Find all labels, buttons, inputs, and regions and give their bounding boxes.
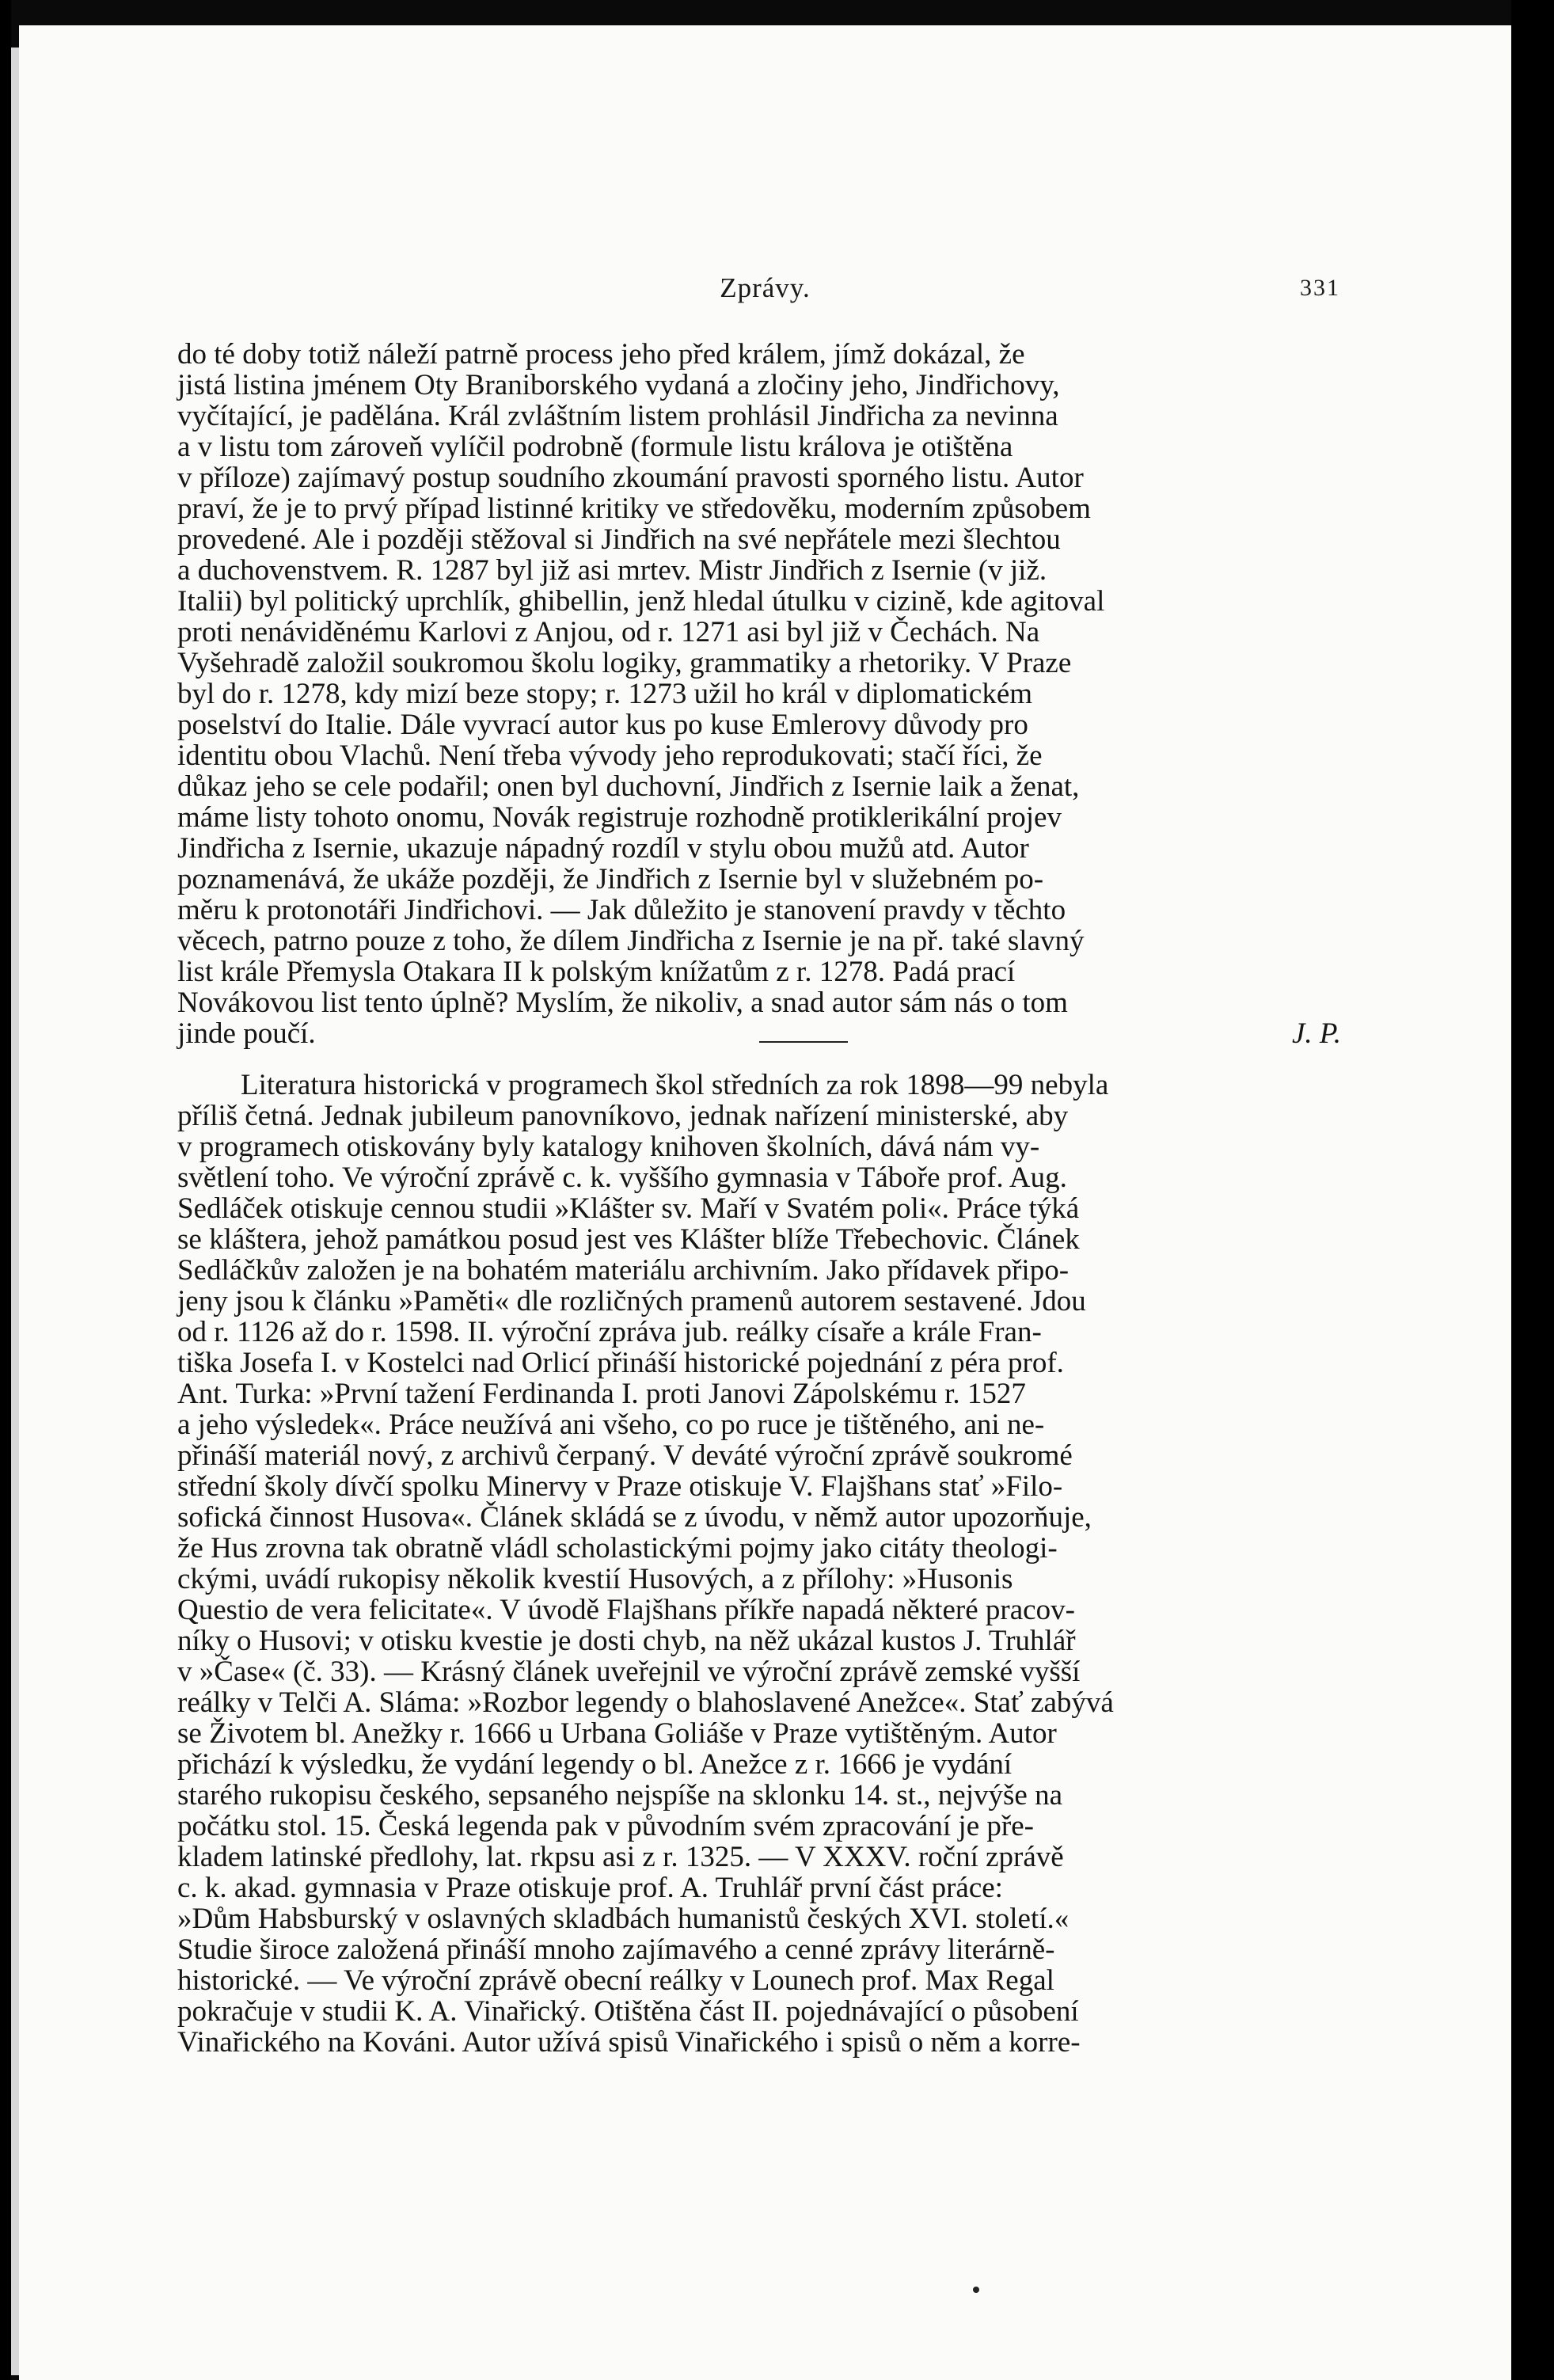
- text-line: jinde poučí.: [177, 1017, 316, 1050]
- text-line: provedené. Ale i později stěžoval si Jindřich na své nepřátele mezi šlechtou: [177, 523, 1061, 556]
- text-line: v příloze) zajímavý postup soudního zkoumání pravosti sporného listu. Autor: [177, 462, 1084, 494]
- print-speck: [973, 2287, 979, 2293]
- text-line: Literatura historická v programech škol středních za rok 1898—99 nebyla: [241, 1069, 1109, 1101]
- page-body: [177, 339, 1341, 2058]
- text-line: střední školy dívčí spolku Minervy v Praze otiskuje V. Flajšhans stať »Filo-: [177, 1470, 1063, 1503]
- text-line: se Životem bl. Anežky r. 1666 u Urbana Goliáše v Praze vytištěným. Autor: [177, 1717, 1057, 1750]
- text-line: starého rukopisu českého, sepsaného nejspíše na sklonku 14. st., nejvýše na: [177, 1779, 1063, 1812]
- text-line: ckými, uvádí rukopisy několik kvestií Husových, a z přílohy: »Husonis: [177, 1563, 1013, 1595]
- text-line: Vinařického na Kováni. Autor užívá spisů Vinařického i spisů o něm a korre-: [177, 2026, 1081, 2059]
- text-line: Vyšehradě založil soukromou školu logiky, grammatiky a rhetoriky. V Praze: [177, 647, 1072, 679]
- text-line: sofická činnost Husova«. Článek skládá se z úvodu, v němž autor upozorňuje,: [177, 1501, 1092, 1534]
- text-line: že Hus zrovna tak obratně vládl scholastickými pojmy jako citáty theologi-: [177, 1532, 1058, 1564]
- text-line: praví, že je to prvý případ listinné kritiky ve středověku, moderním způsobem: [177, 492, 1091, 525]
- text-line: přináší materiál nový, z archivů čerpaný. V deváté výroční zprávě soukromé: [177, 1439, 1073, 1472]
- text-line: Studie široce založená přináší mnoho zajímavého a cenné zprávy literárně-: [177, 1933, 1055, 1966]
- text-line: se kláštera, jehož památkou posud jest ves Klášter blíže Třebechovic. Článek: [177, 1223, 1080, 1256]
- text-line: příliš četná. Jednak jubileum panovníkovo, jednak nařízení ministerské, aby: [177, 1100, 1069, 1132]
- text-line: reálky v Telči A. Sláma: »Rozbor legendy o blahoslavené Anežce«. Stať zabývá: [177, 1686, 1114, 1719]
- text-line: poselství do Italie. Dále vyvrací autor kus po kuse Emlerovy důvody pro: [177, 709, 1028, 741]
- text-line: c. k. akad. gymnasia v Praze otiskuje prof. A. Truhlář první část práce:: [177, 1872, 1003, 1904]
- text-line: měru k protonotáři Jindřichovi. — Jak důležito je stanovení pravdy v těchto: [177, 894, 1066, 926]
- text-line: Sedláček otiskuje cennou studii »Klášter sv. Maří v Svatém poli«. Práce týká: [177, 1192, 1080, 1225]
- text-line: máme listy tohoto onomu, Novák registruje rozhodně protiklerikální projev: [177, 801, 1062, 834]
- text-line: Italii) byl politický uprchlík, ghibellin, jenž hledal útulku v cizině, kde agitoval: [177, 585, 1105, 618]
- text-line: a jeho výsledek«. Práce neužívá ani všeho, co po ruce je tištěného, ani ne-: [177, 1409, 1045, 1441]
- text-line: list krále Přemysla Otakara II k polským knížatům z r. 1278. Padá prací: [177, 956, 1016, 988]
- text-line: v »Čase« (č. 33). — Krásný článek uveřejnil ve výroční zprávě zemské vyšší: [177, 1656, 1081, 1688]
- text-line: níky o Husovi; v otisku kvestie je dosti chyb, na něž ukázal kustos J. Truhlář: [177, 1625, 1076, 1657]
- article-paragraph-2: [177, 1070, 1341, 2058]
- text-line: identitu obou Vlachů. Není třeba vývody jeho reprodukovati; stačí říci, že: [177, 739, 1043, 772]
- text-line: věcech, patrno pouze z toho, že dílem Jindřicha z Isernie je na př. také slavný: [177, 925, 1085, 957]
- text-line: jeny jsou k článku »Paměti« dle rozličných pramenů autorem sestavené. Jdou: [177, 1285, 1086, 1317]
- signoff-line: [177, 1018, 1341, 1049]
- page-header-title: Zprávy.: [720, 272, 811, 303]
- text-line: Novákovou list tento úplně? Myslím, že nikoliv, a snad autor sám nás o tom: [177, 987, 1068, 1019]
- text-line: a v listu tom zároveň vylíčil podrobně (formule listu králova je otištěna: [177, 431, 1013, 463]
- paragraph-gap: [177, 1049, 1341, 1070]
- text-line: Ant. Turka: »První tažení Ferdinanda I. proti Janovi Zápolskému r. 1527: [177, 1378, 1026, 1410]
- text-line: do té doby totiž náleží patrně process jeho před králem, jímž dokázal, že: [177, 338, 1025, 371]
- page-number: 331: [1300, 275, 1340, 301]
- text-line: Jindřicha z Isernie, ukazuje nápadný rozdíl v stylu obou mužů atd. Autor: [177, 832, 1029, 865]
- text-line: jistá listina jménem Oty Braniborského vydaná a zločiny jeho, Jindřichovy,: [177, 369, 1060, 401]
- text-line: důkaz jeho se cele podařil; onen byl duchovní, Jindřich z Isernie laik a ženat,: [177, 770, 1080, 803]
- text-line: Sedláčkův založen je na bohatém materiálu archivním. Jako přídavek připo-: [177, 1254, 1070, 1287]
- text-line: v programech otiskovány byly katalogy knihoven školních, dává nám vy-: [177, 1131, 1040, 1163]
- text-line: od r. 1126 až do r. 1598. II. výroční zpráva jub. reálky císaře a krále Fran-: [177, 1316, 1042, 1348]
- text-line: »Dům Habsburský v oslavných skladbách humanistů českých XVI. století.«: [177, 1903, 1070, 1935]
- author-signature: J. P.: [1291, 1017, 1341, 1050]
- document-page: [19, 25, 1511, 2380]
- scan-right-edge: [1511, 0, 1554, 2380]
- text-line: byl do r. 1278, kdy mizí beze stopy; r. 1273 užil ho král v diplomatickém: [177, 678, 1033, 710]
- section-divider: [759, 1041, 848, 1043]
- text-line: pokračuje v studii K. A. Vinařický. Otištěna část II. pojednávající o působení: [177, 1995, 1079, 2028]
- text-line: historické. — Ve výroční zprávě obecní reálky v Lounech prof. Max Regal: [177, 1964, 1054, 1997]
- text-line: vyčítající, je padělána. Král zvláštním listem prohlásil Jindřicha za nevinna: [177, 400, 1058, 432]
- text-line: tiška Josefa I. v Kostelci nad Orlicí přináší historické pojednání z péra prof.: [177, 1347, 1064, 1379]
- text-line: počátku stol. 15. Česká legenda pak v původním svém zpracování je pře-: [177, 1810, 1034, 1842]
- text-line: světlení toho. Ve výroční zprávě c. k. vyššího gymnasia v Táboře prof. Aug.: [177, 1161, 1067, 1194]
- text-line: Questio de vera felicitate«. V úvodě Flajšhans příkře napadá některé pracov-: [177, 1594, 1075, 1626]
- text-line: poznamenává, že ukáže později, že Jindřich z Isernie byl v služebném po-: [177, 863, 1044, 895]
- text-line: proti nenáviděnému Karlovi z Anjou, od r. 1271 asi byl již v Čechách. Na: [177, 616, 1040, 648]
- text-line: kladem latinské předlohy, lat. rkpsu asi z r. 1325. — V XXXV. roční zprávě: [177, 1841, 1064, 1873]
- scan-left-edge: [0, 0, 11, 2380]
- article-paragraph-1: [177, 339, 1341, 1049]
- text-line: přichází k výsledku, že vydání legendy o bl. Anežce z r. 1666 je vydání: [177, 1748, 1013, 1781]
- scan-left-margin: [11, 48, 19, 2375]
- text-line: a duchovenstvem. R. 1287 byl již asi mrtev. Mistr Jindřich z Isernie (v již.: [177, 554, 1047, 587]
